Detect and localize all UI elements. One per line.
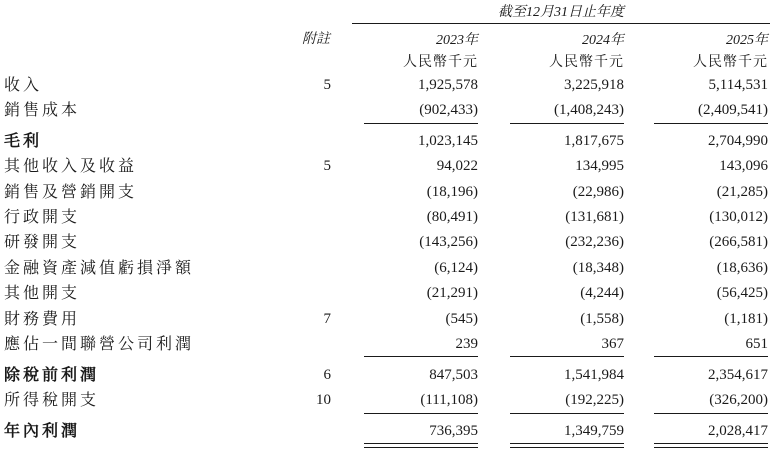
row-label: 應佔一間聯營公司利潤: [4, 334, 195, 353]
row-value: (80,491): [426, 209, 478, 225]
row-label: 年內利潤: [4, 421, 81, 440]
row-value: 1,925,578: [418, 77, 478, 93]
row-value: (1,181): [724, 311, 768, 327]
row-value: 94,022: [436, 158, 478, 174]
row-value: (143,256): [419, 234, 478, 250]
row-label: 銷售成本: [4, 100, 81, 119]
row-value: 1,023,145: [418, 133, 478, 149]
unit-header: 人民幣千元: [693, 54, 768, 70]
subtotal-rule: [364, 413, 478, 414]
row-value: 2,354,617: [708, 367, 768, 383]
row-label: 行政開支: [4, 207, 81, 226]
row-label: 銷售及營銷開支: [4, 182, 138, 201]
row-label: 毛利: [4, 131, 43, 150]
row-note: 7: [323, 311, 331, 327]
subtotal-rule: [510, 356, 624, 357]
period-title: 截至12月31日止年度: [498, 5, 624, 20]
row-value: (2,409,541): [698, 102, 768, 118]
subtotal-rule: [510, 413, 624, 414]
row-value: (21,291): [426, 285, 478, 301]
subtotal-rule: [654, 123, 768, 124]
subtotal-rule: [510, 123, 624, 124]
row-value: (902,433): [419, 102, 478, 118]
row-value: (111,108): [420, 392, 478, 408]
row-value: (18,636): [716, 260, 768, 276]
row-label: 財務費用: [4, 309, 81, 328]
total-double-rule: [654, 447, 768, 448]
total-double-rule: [654, 443, 768, 444]
row-value: 367: [601, 336, 624, 352]
row-label: 其他開支: [4, 283, 81, 302]
unit-header: 人民幣千元: [403, 54, 478, 70]
row-value: (4,244): [580, 285, 624, 301]
year-header: 2023年: [436, 33, 478, 48]
row-value: (1,558): [580, 311, 624, 327]
row-value: 1,817,675: [564, 133, 624, 149]
row-value: 736,395: [429, 423, 478, 439]
row-note: 5: [323, 158, 331, 174]
row-value: (545): [445, 311, 478, 327]
row-value: (56,425): [716, 285, 768, 301]
row-value: 1,541,984: [564, 367, 624, 383]
subtotal-rule: [654, 356, 768, 357]
row-value: (22,986): [572, 184, 624, 200]
subtotal-rule: [654, 413, 768, 414]
row-value: 239: [455, 336, 478, 352]
row-value: (18,348): [572, 260, 624, 276]
note-column-header: 附註: [302, 32, 330, 47]
row-label: 所得稅開支: [4, 390, 100, 409]
row-value: 2,704,990: [708, 133, 768, 149]
row-value: 143,096: [719, 158, 768, 174]
period-title-rule: [352, 23, 770, 24]
row-value: 847,503: [429, 367, 478, 383]
row-value: 1,349,759: [564, 423, 624, 439]
row-label: 除稅前利潤: [4, 365, 100, 384]
subtotal-rule: [364, 123, 478, 124]
row-value: 3,225,918: [564, 77, 624, 93]
row-label: 收入: [4, 75, 43, 94]
year-header: 2025年: [726, 33, 768, 48]
row-label: 其他收入及收益: [4, 156, 138, 175]
row-value: (6,124): [434, 260, 478, 276]
total-double-rule: [510, 443, 624, 444]
row-value: (18,196): [426, 184, 478, 200]
row-value: (326,200): [709, 392, 768, 408]
row-value: 134,995: [575, 158, 624, 174]
unit-header: 人民幣千元: [549, 54, 624, 70]
row-value: (21,285): [716, 184, 768, 200]
row-value: (1,408,243): [554, 102, 624, 118]
row-value: (130,012): [709, 209, 768, 225]
total-double-rule: [364, 447, 478, 448]
subtotal-rule: [364, 356, 478, 357]
row-note: 10: [316, 392, 331, 408]
row-value: 2,028,417: [708, 423, 768, 439]
row-note: 5: [323, 77, 331, 93]
row-value: (192,225): [565, 392, 624, 408]
year-header: 2024年: [582, 33, 624, 48]
total-double-rule: [510, 447, 624, 448]
row-value: 5,114,531: [708, 77, 768, 93]
row-note: 6: [323, 367, 331, 383]
row-value: (131,681): [565, 209, 624, 225]
row-label: 研發開支: [4, 232, 81, 251]
row-label: 金融資產減值虧損淨額: [4, 258, 195, 277]
row-value: (266,581): [709, 234, 768, 250]
row-value: (232,236): [565, 234, 624, 250]
row-value: 651: [745, 336, 768, 352]
total-double-rule: [364, 443, 478, 444]
